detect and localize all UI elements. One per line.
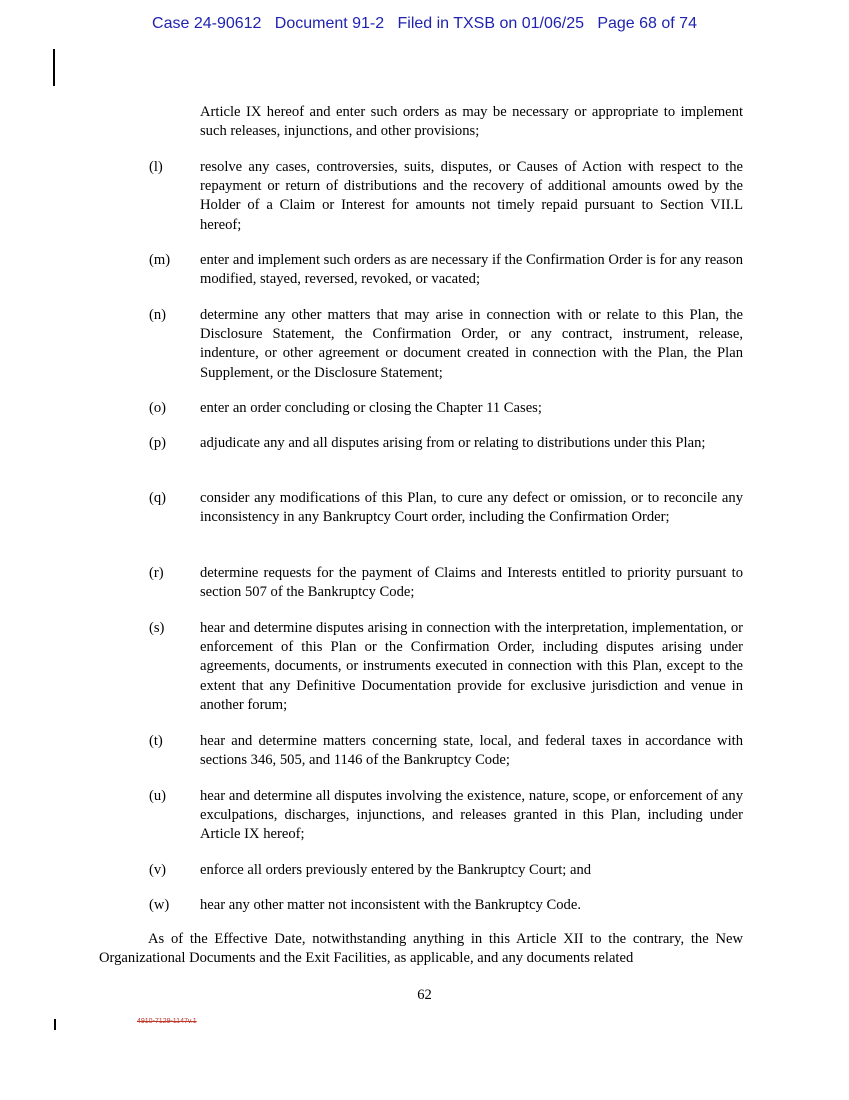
list-marker: (p) <box>149 435 167 451</box>
list-marker: (o) <box>149 400 167 416</box>
list-marker: (w) <box>149 897 170 913</box>
list-marker: (m) <box>149 252 171 268</box>
list-marker: (r) <box>149 565 164 581</box>
list-item-text: hear and determine disputes arising in connection with the interpretation, implementation, or enforcement of this Plan or the Confirmation Order, including disputes arising under agreements, documents, or instruments executed in connection with this Plan, except to the extent that any Definitive Documentation provide for exclusive jurisdiction and venue in another forum; <box>200 620 743 713</box>
continuation-paragraph: Article IX hereof and enter such orders as may be necessary or appropriate to implement such releases, injunctions, and other provisions; <box>200 104 743 140</box>
list-item-text: hear any other matter not inconsistent with the Bankruptcy Code. <box>200 897 581 913</box>
list-item-text: determine any other matters that may arise in connection with or relate to this Plan, the Disclosure Statement, the Confirmation Order, or any contract, instrument, release, indenture, or other agreement or document created in connection with the Plan, the Plan Supplement, or the Disclosure Statement; <box>200 307 743 381</box>
list-item-text: resolve any cases, controversies, suits, disputes, or Causes of Action with respect to the repayment or return of distributions and the recovery of additional amounts owed by the Holder of a Claim or Interest for amounts not timely repaid pursuant to Section VII.L hereof; <box>200 159 743 233</box>
list-marker: (s) <box>149 620 165 636</box>
list-item-text: enter an order concluding or closing the Chapter 11 Cases; <box>200 400 542 416</box>
list-item-text: hear and determine matters concerning state, local, and federal taxes in accordance with sections 346, 505, and 1146 of the Bankruptcy Code; <box>200 733 743 769</box>
list-item-text: hear and determine all disputes involving the existence, nature, scope, or enforcement of any exculpations, discharges, injunctions, and releases granted in this Plan, including under Article IX hereof; <box>200 788 743 843</box>
revision-change-bar-top <box>53 49 55 86</box>
list-marker: (l) <box>149 159 163 175</box>
closing-paragraph: As of the Effective Date, notwithstanding anything in this Article XII to the contrary, the New Organizational Documents and the Exit Facilities, as applicable, and any documents related <box>99 931 743 967</box>
court-filing-header: Case 24-90612 Document 91-2 Filed in TXSB on 01/06/25 Page 68 of 74 <box>152 15 697 32</box>
list-item-text: determine requests for the payment of Claims and Interests entitled to priority pursuant to section 507 of the Bankruptcy Code; <box>200 565 743 601</box>
document-id-footer: 4910-7129-1147v.1 <box>137 1018 197 1025</box>
page-number: 62 <box>417 987 432 1003</box>
list-marker: (n) <box>149 307 167 323</box>
revision-change-bar-bottom <box>54 1019 56 1030</box>
list-item-text: consider any modifications of this Plan, to cure any defect or omission, or to reconcile any inconsistency in any Bankruptcy Court order, including the Confirmation Order; <box>200 490 743 526</box>
list-marker: (t) <box>149 733 163 749</box>
list-marker: (q) <box>149 490 167 506</box>
list-marker: (v) <box>149 862 167 878</box>
list-item-text: adjudicate any and all disputes arising from or relating to distributions under this Plan; <box>200 435 706 451</box>
list-marker: (u) <box>149 788 167 804</box>
list-item-text: enforce all orders previously entered by the Bankruptcy Court; and <box>200 862 592 878</box>
list-item-text: enter and implement such orders as are necessary if the Confirmation Order is for any reason modified, stayed, reversed, revoked, or vacated; <box>200 252 743 288</box>
